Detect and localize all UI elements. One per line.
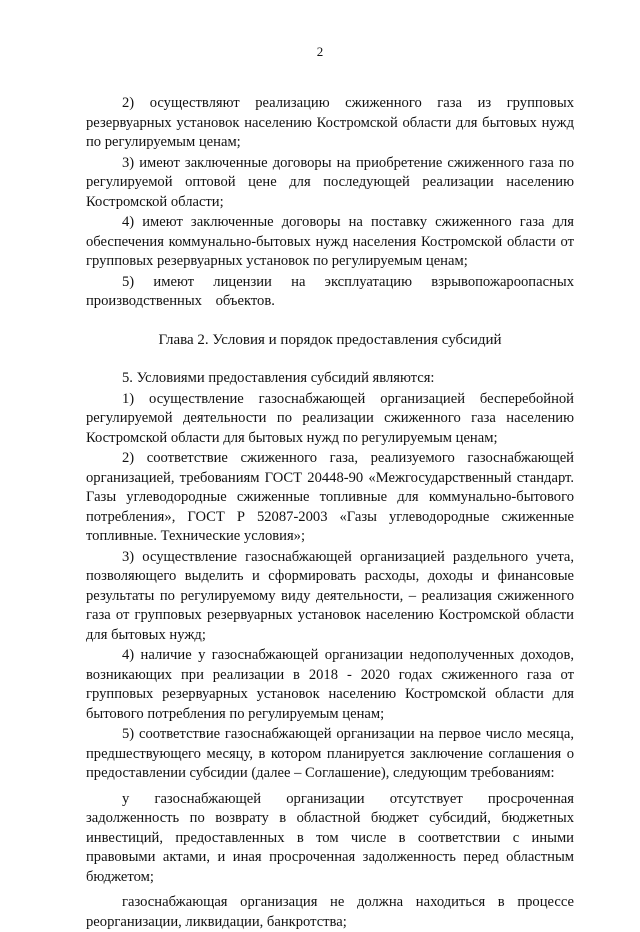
paragraph-item-5: 5) имеют лицензии на эксплуатацию взрывопожароопасных производственных объектов. <box>86 273 574 309</box>
chapter-intro: 5. Условиями предоставления субсидий являются: <box>122 370 435 386</box>
condition-item-5: 5) соответствие газоснабжающей организации на первое число месяца, предшествующего месяцу, в котором планируется заключение соглашения о предоставлении субсидии (далее – Соглашение), следующим требованиям: <box>86 726 574 781</box>
paragraph-item-3: 3) имеют заключенные договоры на приобретение сжиженного газа по регулируемой оптовой цене для последующей реализации населению Костромской области; <box>86 154 574 210</box>
condition-item-3: 3) осуществление газоснабжающей организацией раздельного учета, позволяющего выделить и сформировать расходы, доходы и финансовые результаты по регулируемому виду деятельности, – реализация сжиженного газа от групповых резервуарных установок населению Костромской области для бытовых нужд; <box>86 548 574 643</box>
condition-item-2: 2) соответствие сжиженного газа, реализуемого газоснабжающей организацией, требованиям ГОСТ 20448-90 «Межгосударственный стандарт. Газы углеводородные сжиженные топливные для коммунально-бытового потребления», ГОСТ Р 52087-2003 «Газы углеводородные сжиженные топливные. Технические условия»; <box>86 450 574 544</box>
page-number: 2 <box>316 44 324 59</box>
paragraph-item-4: 4) имеют заключенные договоры на поставку сжиженного газа для обеспечения коммунально-бытовых нужд населения Костромской области от групповых резервуарных установок по регулируемым ценам; <box>86 214 574 269</box>
condition-item-1: 1) осуществление газоснабжающей организацией бесперебойной регулируемой деятельности по реализации сжиженного газа населению Костромской области для бытовых нужд по регулируемым ценам; <box>86 390 574 446</box>
document-body <box>86 94 574 932</box>
condition-requirement-reorganization: газоснабжающая организация не должна находиться в процессе реорганизации, ликвидации, банкротства; <box>86 894 574 930</box>
paragraph-item-2: 2) осуществляют реализацию сжиженного газа из групповых резервуарных установок населению Костромской области для бытовых нужд по регулируемым ценам; <box>86 95 574 150</box>
condition-item-4: 4) наличие у газоснабжающей организации недополученных доходов, возникающих при реализации в 2018 - 2020 годах сжиженного газа от групповых резервуарных установок населению Костромской области для бытового потребления по регулируемым ценам; <box>86 647 574 722</box>
condition-requirement-debt: у газоснабжающей организации отсутствует просроченная задолженность по возврату в областной бюджет субсидий, бюджетных инвестиций, предоставленных в том числе в соответствии с иными правовыми актами, и иная просроченная задолженность перед областным бюджетом; <box>86 790 574 885</box>
chapter-title: Глава 2. Условия и порядок предоставления субсидий <box>158 331 502 348</box>
